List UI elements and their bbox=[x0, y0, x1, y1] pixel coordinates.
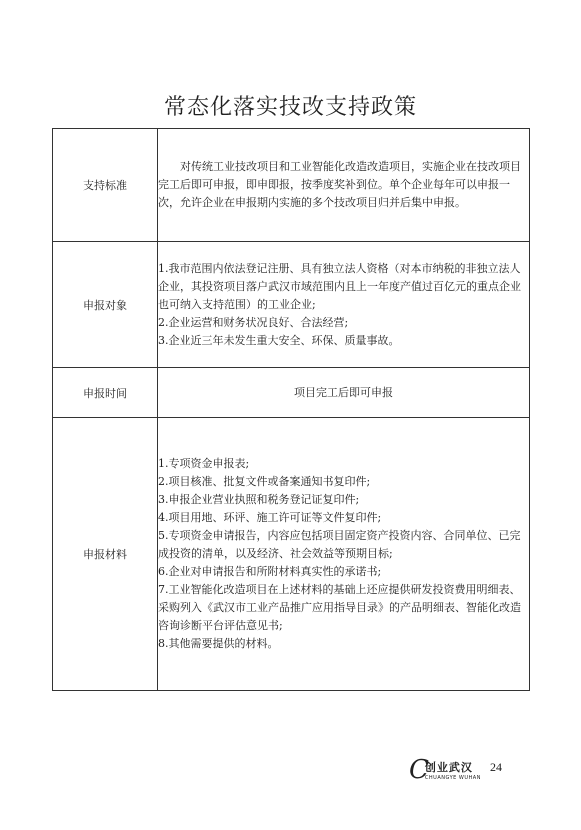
row-content-support-standard bbox=[158, 129, 530, 242]
list-item: 7.工业智能化改造项目在上述材料的基础上还应提供研发投资费用明细表、采购列入《武汉市工业产品推广应用指导目录》的产品明细表、智能化改造咨询诊断平台评估意见书; bbox=[158, 583, 521, 632]
list-item: 2.项目核准、批复文件或备案通知书复印件; bbox=[158, 475, 371, 488]
table-row bbox=[53, 418, 530, 691]
row-content-apply-time bbox=[158, 368, 530, 418]
row-label-materials: 申报材料 bbox=[53, 418, 158, 691]
logo-cn-text: 创业武汉 bbox=[424, 761, 473, 774]
list-item: 6.企业对申请报告和所附材料真实性的承诺书; bbox=[158, 565, 382, 578]
policy-table bbox=[52, 128, 530, 691]
content-paragraph: 对传统工业技改项目和工业智能化改造改造项目，实施企业在技改项目完工后即可申报，即申即报，按季度奖补到位。单个企业每年可以申报一次，允许企业在申报期内实施的多个技改项目归并后集中申报。 bbox=[158, 160, 521, 209]
row-label-applicants: 申报对象 bbox=[53, 242, 158, 368]
apply-time-text: 项目完工后即可申报 bbox=[294, 385, 393, 399]
table-row bbox=[53, 242, 530, 368]
logo-text bbox=[425, 759, 481, 781]
list-item: 8.其他需要提供的材料。 bbox=[158, 637, 279, 650]
list-item: 1.专项资金申报表; bbox=[158, 457, 250, 470]
list-item: 2.企业运营和财务状况良好、合法经营; bbox=[158, 315, 349, 329]
list-item: 3.申报企业营业执照和税务登记证复印件; bbox=[158, 493, 360, 506]
row-content-materials bbox=[158, 418, 530, 691]
table-row bbox=[53, 368, 530, 418]
page-number: 24 bbox=[490, 760, 502, 774]
list-item: 5.专项资金申请报告，内容应包括项目固定资产投资内容、合同单位、已完成投资的清单，以及经济、社会效益等预期目标; bbox=[158, 529, 521, 560]
logo-en-text: CHUANGYE WUHAN bbox=[424, 775, 481, 781]
footer-logo bbox=[409, 757, 481, 783]
page-title: 常态化落实技改支持政策 bbox=[163, 95, 417, 120]
list-item: 1.我市范围内依法登记注册、具有独立法人资格（对本市纳税的非独立法人企业，其投资项目落户武汉市域范围内且上一年度产值过百亿元的重点企业也可纳入支持范围）的工业企业; bbox=[158, 261, 521, 311]
row-label-support-standard: 支持标准 bbox=[53, 129, 158, 242]
list-item: 3.企业近三年未发生重大安全、环保、质量事故。 bbox=[158, 333, 400, 347]
table-row bbox=[53, 129, 530, 242]
list-item: 4.项目用地、环评、施工许可证等文件复印件; bbox=[158, 511, 382, 524]
logo-letter: C bbox=[409, 755, 429, 785]
row-content-applicants bbox=[158, 242, 530, 368]
row-label-apply-time: 申报时间 bbox=[53, 368, 158, 418]
